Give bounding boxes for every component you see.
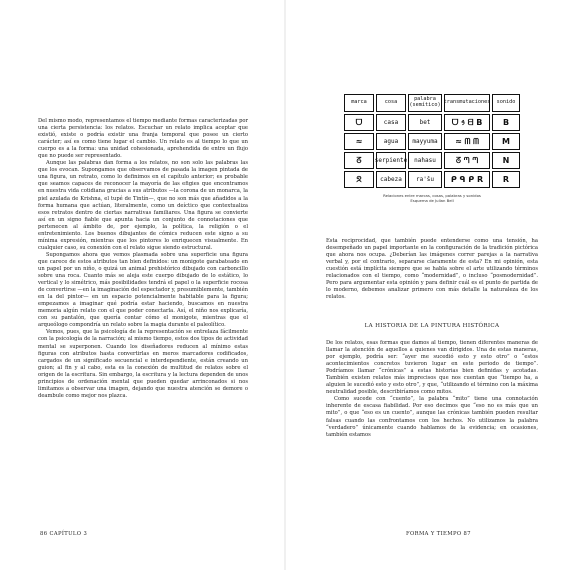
paragraph: Supongamos ahora que vemos plasmada sobre una superficie una figura que carece de estos atributos tan bien definidos: un monigote garabateado en un papel por un niño, o quizá un animal prehistórico dibujado con carboncillo sobre una roca. Cuanto más se aleja este cuerpo dibujado de lo estático, lo vertical y lo simétrico, más posibilidades tendrá el papel o la superficie rocosa de convertirse —en la imaginación del espectador y, presumiblemente, también en la del pintor— en un espacio potencialmente habitable para la figura; empezamos a imaginar qué podría estar haciendo, buscamos en nuestra memoria algún relato con el que poder conectarla. Así, el niño nos explicaría, con su pantalón, que quería contar cómo el monigote, mientras que el arqueólogo compondría un relato sobre la magia durante el paleolítico.	[38, 251, 248, 329]
figure-sound-cell: R	[492, 171, 520, 188]
paragraph: Del mismo modo, representamos el tiempo mediante formas caracterizadas por una cierta persistencia: los relatos. Escuchar un relato implica aceptar que existió, existe o podría existir una franja temporal que posee un cierto carácter; así es como tiene lugar el cambio. Un relato es al tiempo lo que un cuerpo es a la forma: una unidad cohesionada, aprehendida de entre un flujo que no puede ser representado.	[38, 118, 248, 160]
right-page-body-bottom	[326, 340, 538, 439]
figure-transmutation-cell: ᑭ ᑫ ᑭ R	[444, 171, 490, 188]
figure-caption-line: Relaciones entre marcas, cosas, palabras y sonidos	[383, 193, 481, 198]
mark-glyph-icon: ᘔ	[344, 152, 374, 169]
figure-sound-cell: B	[492, 114, 520, 131]
figure-sound-cell: N	[492, 152, 520, 169]
right-page	[286, 0, 570, 570]
figure-word-cell: bet	[408, 114, 442, 131]
figure-thing-cell: serpiente	[376, 152, 406, 169]
figure-caption	[344, 193, 520, 203]
mark-glyph-icon: ᘝ	[344, 171, 374, 188]
figure-word-cell: nahasu	[408, 152, 442, 169]
figure-header-cell: sonido	[492, 94, 520, 112]
figure-thing-cell: cabeza	[376, 171, 406, 188]
paragraph: Esta reciprocidad, que también puede entenderse como una tensión, ha desempeñado un papel importante en la configuración de la tradición pictórica que ahora nos ocupa. ¿Deberían las imágenes correr parejas a la narrativa verbal y, por el contrario, separarse claramente de esta? En mi opinión, esta cuestión está implícita siempre que se habla sobre el arte utilizando términos relacionados con el tiempo, como “modernidad”, o incluso “posmodernidad”. Pero para argumentar esta opinión y para definir cuál es el punto de partida de lo moderno, debemos analizar primero con más detalle la naturaleza de los relatos.	[326, 238, 538, 301]
figure-header-cell: palabra (semítico)	[408, 94, 442, 112]
paragraph: Aunque las palabras dan forma a los relatos, no son solo las palabras las que los evocan. Supongamos que observamos de pasada la imagen pintada de una figura, un retrato, como lo definimos en el capítulo anterior; es probable que seamos capaces de reconocer la mayoría de las efigies que encontramos en nuestra vida cotidiana gracias a sus atributos —la corona de un monarca, la piel azulada de Krishna, el tupé de Tintín—, que no son más que añadidos a la forma humana que actúan, literalmente, como un deíctico que contextualiza esos retratos dentro de ciertas narrativas familiares. Una figura se convierte así en un signo fiable que apunta hacia un conjunto de connotaciones que pertenecen al ámbito de, por ejemplo, la política, la religión o el entretenimiento. Los buenos dibujantes de cómics reducen este signo a su mínima expresión, mientras que los pintores lo enriquecen visualmente. En cualquier caso, su conexión con el relato sigue siendo estructural.	[38, 160, 248, 251]
paragraph: Vemos, pues, que la psicología de la representación se entrelaza fácilmente con la psicología de la narración; al mismo tiempo, estos dos tipos de actividad mental se superponen. Cuando los diseñadores reducen al mínimo estas figuras con atributos hasta convertirlas en meros marcadores codificados, cargados de un significado secuencial e interdependiente, están creando un guion; al fin y al cabo, esta es la conexión de multitud de relatos sobre el origen de la escritura. Sin embargo, la escritura y la lectura dependen de unos principios de ordenación mental que pueden quedar arrinconados si nos limitamos a observar una imagen, dejando que nuestra atención se demore o deambule como mejor nos plazca.	[38, 329, 248, 399]
left-page-folio: 86 CAPÍTULO 3	[40, 531, 88, 537]
figure-thing-cell: agua	[376, 133, 406, 150]
section-heading: LA HISTORIA DE LA PINTURA HISTÓRICA	[364, 323, 500, 329]
left-page	[0, 0, 284, 570]
figure-word-cell: mayyuma	[408, 133, 442, 150]
right-page-folio: FORMA Y TIEMPO 87	[406, 531, 471, 537]
figure-header-cell: cosa	[376, 94, 406, 112]
right-page-body-top	[326, 238, 538, 301]
figure-table	[344, 94, 520, 188]
figure-sound-cell: M	[492, 133, 520, 150]
mark-glyph-icon: ᗜ	[344, 114, 374, 131]
mark-glyph-icon: ≈	[344, 133, 374, 150]
figure-transmutation-cell: ᘔ ᘉ ᘉ	[444, 152, 490, 169]
figure-header-cell: transmutaciones	[444, 94, 490, 112]
figure-header-cell: marca	[344, 94, 374, 112]
figure-word-cell: ra'šu	[408, 171, 442, 188]
left-page-body	[38, 118, 248, 400]
figure-thing-cell: casa	[376, 114, 406, 131]
writing-evolution-figure	[344, 94, 520, 188]
paragraph: De los relatos, esas formas que damos al tiempo, tienen diferentes maneras de llamar la atención de aquellos a quienes van dirigidos. Una de estas maneras, por ejemplo, podría ser: “ayer me sucedió esto y esto otro” o “estos acontecimientos concretos tuvieron lugar en este periodo de tiempo”. Podríamos llamar “crónicas” a estas historias bien definidas y acotadas. También existen relatos más imprecisos que nos cuentan que “tiempo ha, a alguien le sucedió esto y esto otro”, y que, “utilizando el término con la máxima neutralidad posible, describiríamos como mitos.	[326, 340, 538, 396]
paragraph: Como sucede con “cuento”, la palabra “mito” tiene una connotación inherente de escasa fiabilidad. Por eso decimos que “eso no es más que un mito”, o que “eso es un cuento”, aunque las crónicas también pueden resultar falsas cuando las confrontamos con los hechos. No utilizamos la palabra “verdadero” únicamente cuando hablamos de la evidencia; en ocasiones, también estamos	[326, 396, 538, 438]
figure-transmutation-cell: ≈ ᗰ ᗰ	[444, 133, 490, 150]
figure-transmutation-cell: ᗜ 𐤁 ᗺ B	[444, 114, 490, 131]
figure-credit-line: Esquema de Julian Bell	[410, 198, 454, 203]
